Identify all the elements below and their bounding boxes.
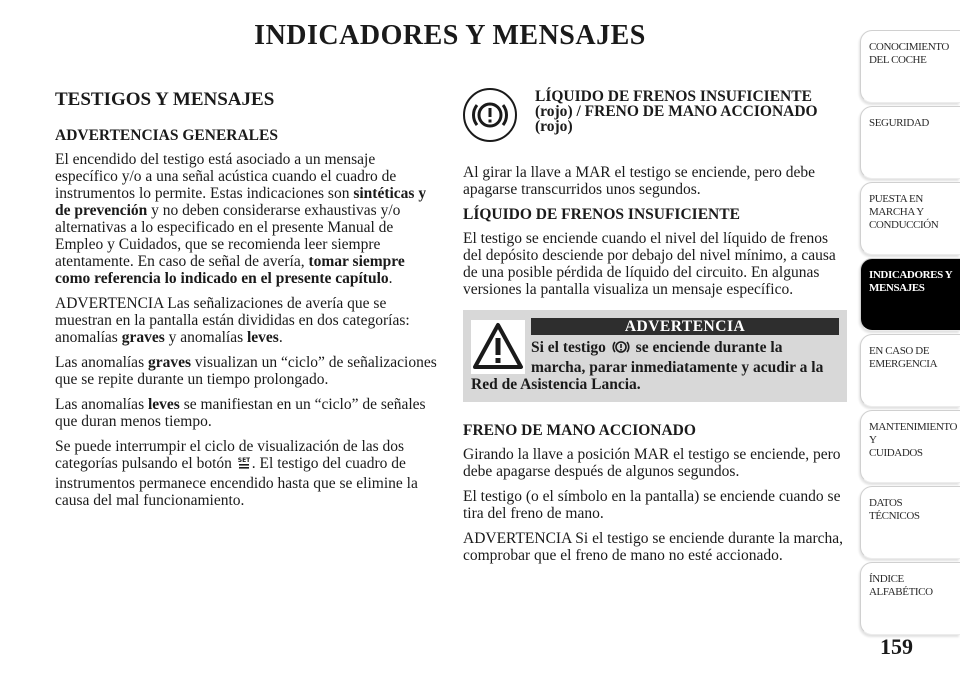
set-button-icon <box>238 455 250 475</box>
paragraph-handbrake-mar: Girando la llave a posición MAR el testigo se enciende, pero debe apagarse después de algunos segundos. <box>463 446 841 480</box>
brake-section-title: LÍQUIDO DE FRENOS INSUFICIENTE (rojo) / FRENO DE MANO ACCIONADO (rojo) <box>535 88 818 135</box>
brake-warning-icon <box>463 88 517 142</box>
page-title: INDICADORES Y MENSAJES <box>254 20 646 51</box>
tab-seguridad[interactable]: SEGURIDAD <box>860 106 960 179</box>
paragraph-handbrake-on: El testigo (o el símbolo en la pantalla) se enciende cuando se tira del freno de mano. <box>463 488 841 522</box>
paragraph-brake-fluid: El testigo se enciende cuando el nivel del líquido de frenos del depósito desciende por debajo del nivel mínimo, a causa de una posible pérdida de líquido del circuito. En algunas versiones la pantalla visualiza un mensaje específico. <box>463 230 836 298</box>
brake-warning-small-icon <box>612 339 630 359</box>
subheading-brake-fluid: LÍQUIDO DE FRENOS INSUFICIENTE <box>463 206 740 223</box>
right-column <box>463 84 847 572</box>
tab-conocimiento[interactable]: CONOCIMIENTO DEL COCHE <box>860 30 960 103</box>
subheading-general-warnings: ADVERTENCIAS GENERALES <box>55 127 278 144</box>
brake-fluid-header <box>463 84 847 164</box>
warning-text: Si el testigo se enciende durante la marcha, parar inmediatamente y acudir a la Red de Asistencia Lancia. <box>471 339 824 393</box>
subheading-handbrake: FRENO DE MANO ACCIONADO <box>463 422 696 439</box>
tab-mantenimiento[interactable]: MANTENIMIENTO Y CUIDADOS <box>860 410 960 483</box>
tab-indice[interactable]: ÍNDICE ALFABÉTICO <box>860 562 960 635</box>
left-column <box>55 84 437 517</box>
paragraph-serious: Las anomalías graves visualizan un “ciclo” de señalizaciones que se repite durante un tiempo prolongado. <box>55 354 437 388</box>
section-heading: TESTIGOS Y MENSAJES <box>55 89 275 110</box>
paragraph-intro: El encendido del testigo está asociado a un mensaje específico y/o a una señal acústica cuando el cuadro de instrumentos lo permite. Estas indicaciones son sintéticas y de prevención y no deben considerarse exhaustivas y/o alternativas a lo especificado en el presente Manual de Empleo y Cuidados, que se recomienda leer siempre atentamente. En caso de señal de avería, tomar siempre como referencia lo indicado en el presente capítulo. <box>55 151 427 287</box>
page-number: 159 <box>880 634 913 659</box>
paragraph-categories: ADVERTENCIA Las señalizaciones de avería que se muestran en la pantalla están divididas en dos categorías: anomalías graves y anomalías leves. <box>55 295 410 346</box>
warning-label: ADVERTENCIA <box>531 318 839 335</box>
paragraph-handbrake-warning: ADVERTENCIA Si el testigo se enciende durante la marcha, comprobar que el freno de mano no esté accionado. <box>463 530 843 564</box>
chapter-tabs <box>860 30 960 638</box>
paragraph-minor: Las anomalías leves se manifiestan en un “ciclo” de señales que duran menos tiempo. <box>55 396 426 430</box>
paragraph-interrupt: Se puede interrumpir el ciclo de visualización de las dos categorías pulsando el botón SET . El testigo del cuadro de instrumentos permanece encendido hasta que se elimine la causa del mal funcionamiento. <box>55 438 418 509</box>
warning-box <box>463 310 847 402</box>
warning-triangle-icon <box>471 320 525 374</box>
tab-indicadores[interactable]: INDICADORES Y MENSAJES <box>860 258 960 331</box>
paragraph-key-mar: Al girar la llave a MAR el testigo se enciende, pero debe apagarse transcurridos unos segundos. <box>463 164 816 198</box>
tab-datos-tecnicos[interactable]: DATOS TÉCNICOS <box>860 486 960 559</box>
svg-text:SET: SET <box>237 457 250 464</box>
tab-puesta-en-marcha[interactable]: PUESTA EN MARCHA Y CONDUCCIÓN <box>860 182 960 255</box>
tab-emergencia[interactable]: EN CASO DE EMERGENCIA <box>860 334 960 407</box>
